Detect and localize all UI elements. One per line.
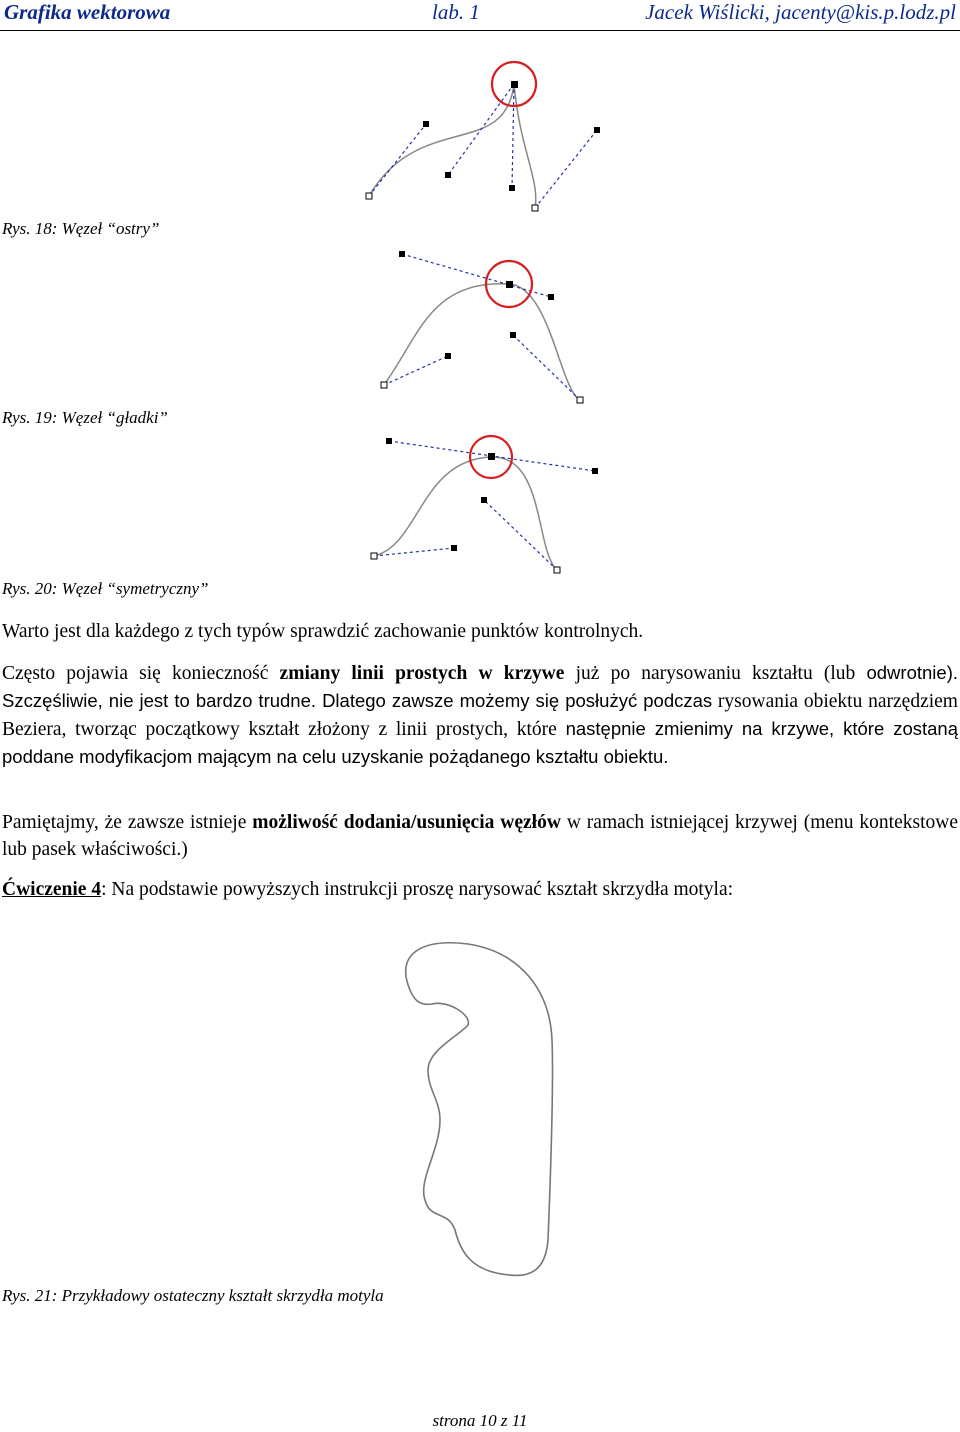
figure-symmetric-node [0,430,960,575]
paragraph-text: następnie zmienimy na krzywe, które zostaną poddane modyfikacjom mającym na celu uzyskanie pożądanego kształtu obiektu. [2,718,958,767]
paragraph-lines-to-curves [2,659,958,771]
page-header [0,0,960,31]
figure-butterfly-wing [0,930,960,1285]
exercise-label: Ćwiczenie 4 [2,879,102,900]
paragraph-text: Warto jest dla każdego z tych typów sprawdzić zachowanie punktów kontrolnych. [2,621,644,642]
caption-figure-19: Rys. 19: Węzeł “gładki” [2,408,168,427]
figure-sharp-node [0,60,960,220]
caption-figure-21: Rys. 21: Przykładowy ostateczny kształt skrzydła motyla [2,1286,384,1305]
author-contact: Jacek Wiślicki, jacenty@kis.p.lodz.pl [645,0,956,24]
exercise-text: : Na podstawie powyższych instrukcji proszę narysować kształt skrzydła motyla: [101,879,734,900]
lab-number: lab. 1 [432,0,480,24]
exercise-4 [2,876,958,903]
paragraph-text: już po narysowaniu kształtu (lub [564,663,867,684]
paragraph-text: odwrotnie). Szczęśliwie, nie jest to bardzo trudne. Dlatego zawsze możemy się posłużyć podczas [2,662,958,711]
paragraph-text: rysowania obiektu narzędziem Beziera, tworząc początkowy kształt złożony z linii prostych, które [2,691,958,740]
paragraph-text: Pamiętajmy, że zawsze istnieje [2,812,253,833]
page-number: strona 10 z 11 [432,1411,528,1430]
emphasis-text: zmiany linii prostych w krzywe [279,663,565,684]
paragraph-add-remove-nodes [2,809,958,863]
figure-smooth-node [0,240,960,405]
emphasis-text: możliwość dodania/usunięcia węzłów [252,812,561,833]
paragraph-text: w ramach istniejącej krzywej (menu kontekstowe lub pasek właściwości.) [2,812,958,860]
document-title: Grafika wektorowa [4,0,171,24]
caption-figure-18: Rys. 18: Węzeł “ostry” [2,219,160,238]
caption-figure-20: Rys. 20: Węzeł “symetryczny” [2,579,209,598]
paragraph-control-points [2,618,958,645]
paragraph-text: Często pojawia się konieczność [2,663,280,684]
